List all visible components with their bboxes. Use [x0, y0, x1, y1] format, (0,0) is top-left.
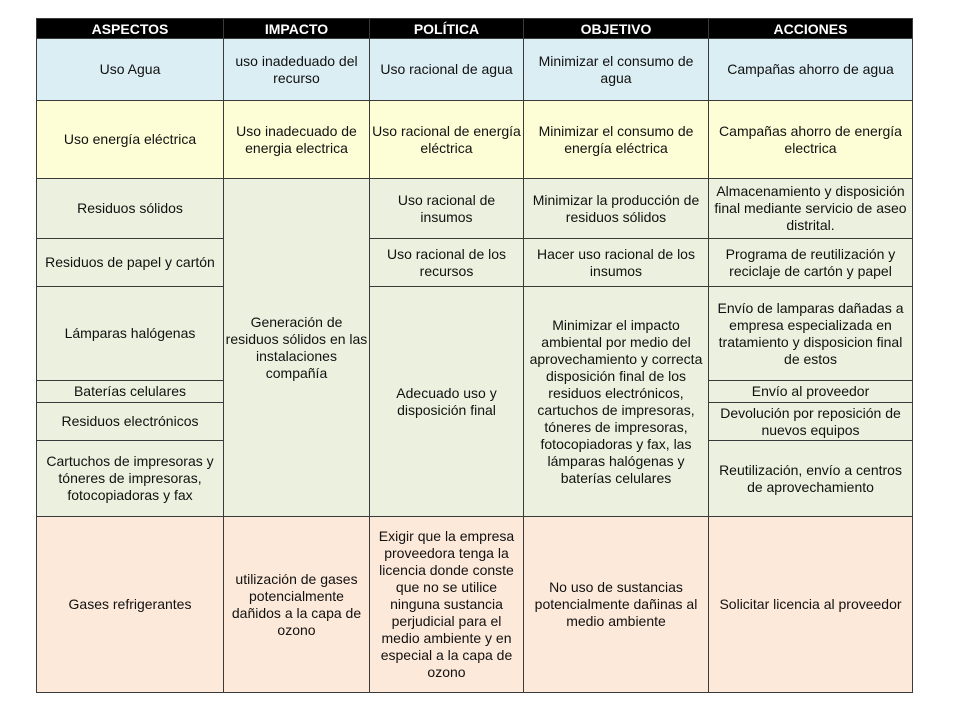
cell-accion-cartuchos: Reutilización, envío a centros de aprovechamiento [709, 441, 913, 517]
table-row-residuos-solidos [37, 179, 913, 239]
cell-aspecto-gases: Gases refrigerantes [37, 517, 224, 693]
cell-aspecto-agua: Uso Agua [37, 39, 224, 101]
cell-accion-residuos-solidos: Almacenamiento y disposición final mediante servicio de aseo distrital. [709, 179, 913, 239]
table-row-residuos-papel [37, 239, 913, 287]
cell-accion-baterias: Envío al proveedor [709, 381, 913, 403]
cell-impacto-gases: utilización de gases potencialmente dañidos a la capa de ozono [224, 517, 370, 693]
cell-objetivo-residuos-papel: Hacer uso racional de los insumos [524, 239, 709, 287]
cell-politica-agua: Uso racional de agua [370, 39, 524, 101]
table-row-energia [37, 101, 913, 179]
environmental-aspects-table [36, 18, 913, 693]
cell-politica-residuos-solidos: Uso racional de insumos [370, 179, 524, 239]
header-aspectos: ASPECTOS [37, 19, 224, 39]
cell-impacto-residuos: Generación de residuos sólidos en las instalaciones compañía [224, 179, 370, 517]
cell-politica-residuos-especiales: Adecuado uso y disposición final [370, 287, 524, 517]
table-row-agua [37, 39, 913, 101]
cell-impacto-energia: Uso inadecuado de energia electrica [224, 101, 370, 179]
cell-accion-residuos-papel: Programa de reutilización y reciclaje de cartón y papel [709, 239, 913, 287]
header-objetivo: OBJETIVO [524, 19, 709, 39]
cell-aspecto-residuos-solidos: Residuos sólidos [37, 179, 224, 239]
cell-objetivo-agua: Minimizar el consumo de agua [524, 39, 709, 101]
cell-aspecto-lamparas: Lámparas halógenas [37, 287, 224, 381]
cell-accion-gases: Solicitar licencia al proveedor [709, 517, 913, 693]
table-row-lamparas [37, 287, 913, 334]
cell-accion-lamparas: Envío de lamparas dañadas a empresa especializada en tratamiento y disposicion final de estos [709, 287, 913, 381]
header-row [37, 19, 913, 39]
header-acciones: ACCIONES [709, 19, 913, 39]
cell-objetivo-residuos-especiales: Minimizar el impacto ambiental por medio del aprovechamiento y correcta disposición final de los residuos electrónicos, cartuchos de impresoras, tóneres de impresoras, fotocopiadoras y fax, las lámparas halógenas y baterías celulares [524, 287, 709, 517]
cell-objetivo-gases: No uso de sustancias potencialmente dañinas al medio ambiente [524, 517, 709, 693]
header-impacto: IMPACTO [224, 19, 370, 39]
cell-aspecto-baterias: Baterías celulares [37, 381, 224, 403]
cell-politica-energia: Uso racional de energía eléctrica [370, 101, 524, 179]
cell-accion-electronicos: Devolución por reposición de nuevos equipos [709, 403, 913, 441]
header-politica: POLÍTICA [370, 19, 524, 39]
cell-accion-agua: Campañas ahorro de agua [709, 39, 913, 101]
cell-aspecto-residuos-papel: Residuos de papel y cartón [37, 239, 224, 287]
cell-accion-energia: Campañas ahorro de energía electrica [709, 101, 913, 179]
cell-politica-residuos-papel: Uso racional de los recursos [370, 239, 524, 287]
cell-aspecto-electronicos: Residuos electrónicos [37, 403, 224, 441]
cell-aspecto-energia: Uso energía eléctrica [37, 101, 224, 179]
cell-aspecto-cartuchos: Cartuchos de impresoras y tóneres de impresoras, fotocopiadoras y fax [37, 441, 224, 517]
cell-objetivo-energia: Minimizar el consumo de energía eléctrica [524, 101, 709, 179]
cell-objetivo-residuos-solidos: Minimizar la producción de residuos sólidos [524, 179, 709, 239]
cell-politica-gases: Exigir que la empresa proveedora tenga la licencia donde conste que no se utilice ninguna sustancia perjudicial para el medio ambiente y en especial a la capa de ozono [370, 517, 524, 693]
cell-impacto-agua: uso inadeduado del recurso [224, 39, 370, 101]
table-row-gases [37, 517, 913, 693]
